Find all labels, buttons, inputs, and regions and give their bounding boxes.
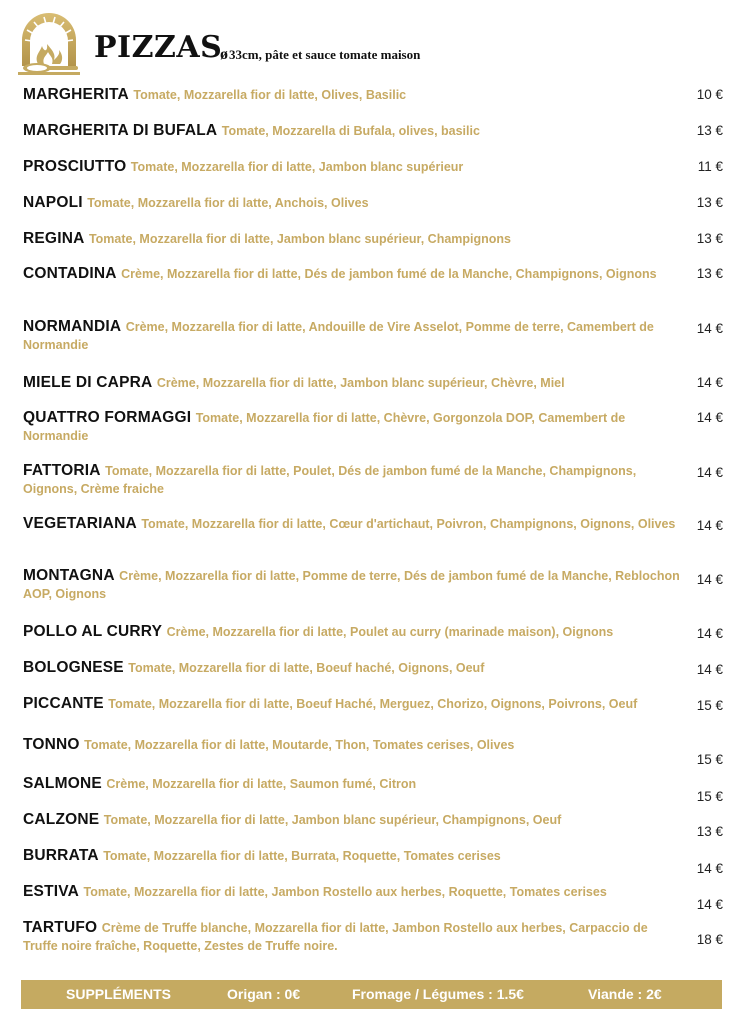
item-description: Tomate, Mozzarella fior di latte, Jambon Rostello aux herbes, Roquette, Tomates cerises [83, 885, 607, 899]
item-price: 13 € [696, 195, 723, 210]
item-name: QUATTRO FORMAGGI [23, 409, 192, 426]
item-price: 10 € [696, 87, 723, 102]
item-price: 11 € [697, 159, 723, 174]
item-price: 14 € [696, 518, 723, 533]
supplement-origan: Origan : 0€ [227, 986, 301, 1002]
item-description: Tomate, Mozzarella fior di latte, Boeuf Haché, Merguez, Chorizo, Oignons, Poivrons, Oeuf [108, 697, 638, 711]
menu-item-contadina [23, 265, 723, 283]
item-name: MARGHERITA [23, 86, 129, 103]
menu-item-tartufo [23, 919, 723, 955]
item-description: Crème, Mozzarella fior di latte, Poulet au curry (marinade maison), Oignons [166, 625, 614, 639]
item-name: PICCANTE [23, 695, 104, 712]
item-name: SALMONE [23, 775, 102, 792]
item-description: Tomate, Mozzarella fior di latte, Burrata, Roquette, Tomates cerises [103, 849, 501, 863]
menu-item-bolognese [23, 659, 723, 677]
diameter-icon: ø [220, 46, 228, 63]
item-name: BOLOGNESE [23, 659, 124, 676]
menu-item-normandia [23, 318, 723, 354]
menu-item-vegetariana [23, 515, 723, 533]
item-description: Tomate, Mozzarella fior di latte, Jambon blanc supérieur [130, 160, 464, 174]
item-price: 13 € [696, 824, 723, 839]
menu-item-estiva [23, 883, 723, 912]
item-name: VEGETARIANA [23, 515, 137, 532]
menu-item-calzone [23, 811, 723, 839]
item-price: 15 € [696, 698, 723, 713]
item-name: ESTIVA [23, 883, 80, 900]
item-price: 14 € [696, 465, 723, 480]
item-description: Tomate, Mozzarella fior di latte, Boeuf haché, Oignons, Oeuf [128, 661, 485, 675]
menu-item-montagna [23, 567, 723, 603]
supplement-fromage-legumes: Fromage / Légumes : 1.5€ [352, 986, 524, 1002]
menu-item-napoli [23, 194, 723, 212]
menu-header [14, 10, 714, 76]
item-price: 14 € [696, 321, 723, 336]
item-name: BURRATA [23, 847, 99, 864]
item-description: Crème, Mozzarella fior di latte, Jambon blanc supérieur, Chèvre, Miel [156, 376, 565, 390]
item-description: Crème, Mozzarella fior di latte, Andouille de Vire Asselot, Pomme de terre, Camembert de Normandie [23, 320, 654, 352]
item-name: CONTADINA [23, 265, 117, 282]
item-name: MONTAGNA [23, 567, 115, 584]
item-price: 14 € [696, 897, 723, 912]
supplements-label: SUPPLÉMENTS [66, 986, 172, 1002]
item-price: 15 € [696, 752, 723, 767]
item-name: TARTUFO [23, 919, 98, 936]
supplements-bar [21, 980, 722, 1009]
menu-item-tonno [23, 736, 723, 767]
item-name: TONNO [23, 736, 80, 753]
item-description: Tomate, Mozzarella fior di latte, Jambon blanc supérieur, Champignons [88, 232, 512, 246]
item-description: Crème, Mozzarella fior di latte, Dés de jambon fumé de la Manche, Champignons, Oignons [121, 267, 657, 281]
item-description: Tomate, Mozzarella fior di latte, Poulet, Dés de jambon fumé de la Manche, Champignons, Oignons, Crème fraiche [23, 464, 637, 496]
item-description: Tomate, Mozzarella fior di latte, Jambon blanc supérieur, Champignons, Oeuf [103, 813, 562, 827]
menu-item-margherita-di-bufala [23, 122, 723, 140]
page-title: PIZZAS [94, 30, 223, 65]
item-description: Tomate, Mozzarella di Bufala, olives, basilic [221, 124, 480, 138]
item-description: Crème, Mozzarella fior di latte, Saumon fumé, Citron [106, 777, 417, 791]
menu-item-piccante [23, 695, 723, 713]
item-price: 13 € [696, 123, 723, 138]
item-description: Tomate, Mozzarella fior di latte, Moutarde, Thon, Tomates cerises, Olives [84, 738, 515, 752]
item-name: POLLO AL CURRY [23, 623, 163, 640]
item-price: 14 € [696, 572, 723, 587]
item-name: NORMANDIA [23, 318, 122, 335]
item-price: 14 € [696, 861, 723, 876]
menu-item-fattoria [23, 462, 723, 498]
item-name: PROSCIUTTO [23, 158, 127, 175]
menu-item-burrata [23, 847, 723, 876]
item-description: Tomate, Mozzarella fior di latte, Olives, Basilic [133, 88, 407, 102]
menu-item-quattro-formaggi [23, 409, 723, 445]
item-name: MIELE DI CAPRA [23, 374, 153, 391]
item-description: Tomate, Mozzarella fior di latte, Chèvre, Gorgonzola DOP, Camembert de Normandie [23, 411, 626, 443]
item-name: CALZONE [23, 811, 100, 828]
item-description: Tomate, Mozzarella fior di latte, Anchois, Olives [87, 196, 369, 210]
item-price: 13 € [696, 231, 723, 246]
item-price: 13 € [696, 266, 723, 281]
item-price: 14 € [696, 410, 723, 425]
item-price: 15 € [696, 789, 723, 804]
item-price: 14 € [696, 662, 723, 677]
menu-item-pollo-al-curry [23, 623, 723, 641]
menu-item-miele-di-capra [23, 374, 723, 392]
item-name: MARGHERITA DI BUFALA [23, 122, 218, 139]
pizza-oven-icon [14, 10, 84, 76]
item-price: 18 € [696, 932, 723, 947]
item-description: Crème de Truffe blanche, Mozzarella fior di latte, Jambon Rostello aux herbes, Carpaccio de Truffe noire fraîche, Roquette, Zestes de Truffe noire. [23, 921, 648, 953]
item-name: FATTORIA [23, 462, 101, 479]
supplement-viande: Viande : 2€ [588, 986, 662, 1002]
item-description: Crème, Mozzarella fior di latte, Pomme de terre, Dés de jambon fumé de la Manche, Reblochon AOP, Oignons [23, 569, 680, 601]
menu-item-salmone [23, 775, 723, 804]
item-description: Tomate, Mozzarella fior di latte, Cœur d'artichaut, Poivron, Champignons, Oignons, Olives [141, 517, 676, 531]
menu-item-margherita [23, 86, 723, 104]
item-price: 14 € [696, 626, 723, 641]
item-name: NAPOLI [23, 194, 83, 211]
item-price: 14 € [696, 375, 723, 390]
page-subtitle: ø33cm, pâte et sauce tomate maison [220, 46, 421, 63]
item-name: REGINA [23, 230, 85, 247]
menu-item-regina [23, 230, 723, 248]
menu-item-prosciutto [23, 158, 723, 176]
